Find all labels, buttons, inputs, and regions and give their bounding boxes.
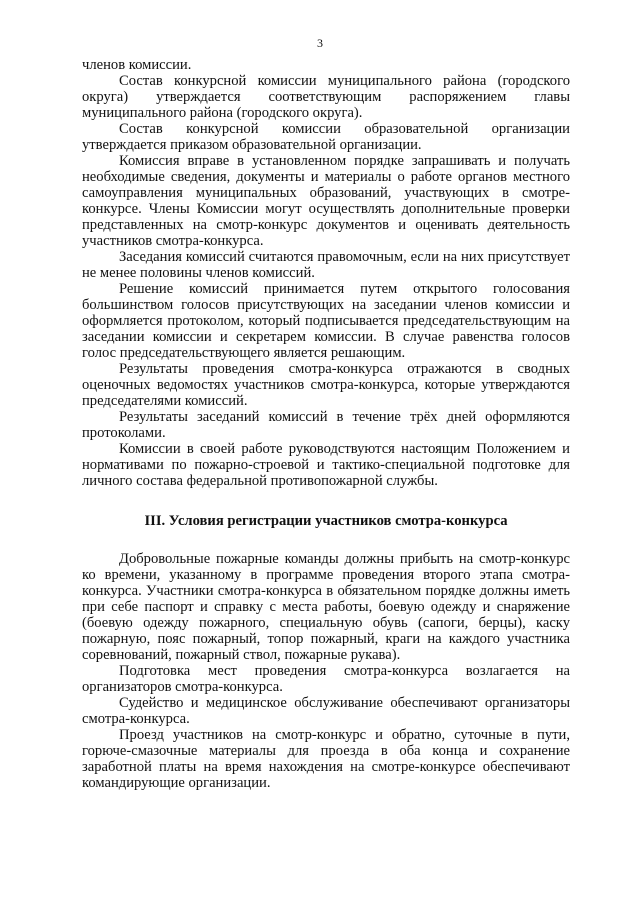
section-heading: III. Условия регистрации участников смотра-конкурса xyxy=(144,513,508,529)
paragraph-arrival: Добровольные пожарные команды должны прибыть на смотр-конкурс ко времени, указанному в программе проведения второго этапа смотра-конкурса. Участники смотра-конкурса в обязательном порядке должны иметь при себе паспорт и справку с места работы, боевую одежду и снаряжение (боевую одежду пожарного, специальную обувь (сапоги, берцы), каску пожарную, пояс пожарный, топор пожарный, краги на каждого участника соревнований, пожарный ствол, пожарные рукава). xyxy=(82,551,570,663)
paragraph-quorum: Заседания комиссий считаются правомочным, если на них присутствует не менее половины членов комиссий. xyxy=(82,249,570,281)
paragraph-commission-rights: Комиссия вправе в установленном порядке запрашивать и получать необходимые сведения, документы и материалы о работе органов местного самоуправления муниципальных образований, участвующих в смотре-конкурсе. Члены Комиссии могут осуществлять дополнительные проверки представленных на смотр-конкурс документов и оценивать деятельность участников смотра-конкурса. xyxy=(82,153,570,249)
paragraph-municipal-commission: Состав конкурсной комиссии муниципального района (городского округа) утверждается соответствующим распоряжением главы муниципального района (городского округа). xyxy=(82,73,570,121)
paragraph-regulations: Комиссии в своей работе руководствуются настоящим Положением и нормативами по пожарно-строевой и тактико-специальной подготовке для личного состава федеральной противопожарной службы. xyxy=(82,441,570,489)
page-number: 3 xyxy=(317,36,323,50)
paragraph-judging: Судейство и медицинское обслуживание обеспечивают организаторы смотра-конкурса. xyxy=(82,695,570,727)
paragraph-voting: Решение комиссий принимается путем открытого голосования большинством голосов присутствующих на заседании членов комиссии и оформляется протоколом, который подписывается председательствующим на заседании комиссии и секретарем комиссии. В случае равенства голосов голос председательствующего является решающим. xyxy=(82,281,570,361)
paragraph-educational-commission: Состав конкурсной комиссии образовательной организации утверждается приказом образовательной организации. xyxy=(82,121,570,153)
paragraph-preparation: Подготовка мест проведения смотра-конкурса возлагается на организаторов смотра-конкурса. xyxy=(82,663,570,695)
document-body xyxy=(82,57,570,791)
paragraph-travel-expenses: Проезд участников на смотр-конкурс и обратно, суточные в пути, горюче-смазочные материалы для проезда в оба конца и сохранение заработной платы на время нахождения на смотре-конкурсе обеспечивают командирующие организации. xyxy=(82,727,570,791)
paragraph-results: Результаты проведения смотра-конкурса отражаются в сводных оценочных ведомостях участников смотра-конкурса, которые утверждаются председателями комиссий. xyxy=(82,361,570,409)
paragraph-protocols: Результаты заседаний комиссий в течение трёх дней оформляются протоколами. xyxy=(82,409,570,441)
paragraph-continuation: членов комиссии. xyxy=(82,57,192,73)
